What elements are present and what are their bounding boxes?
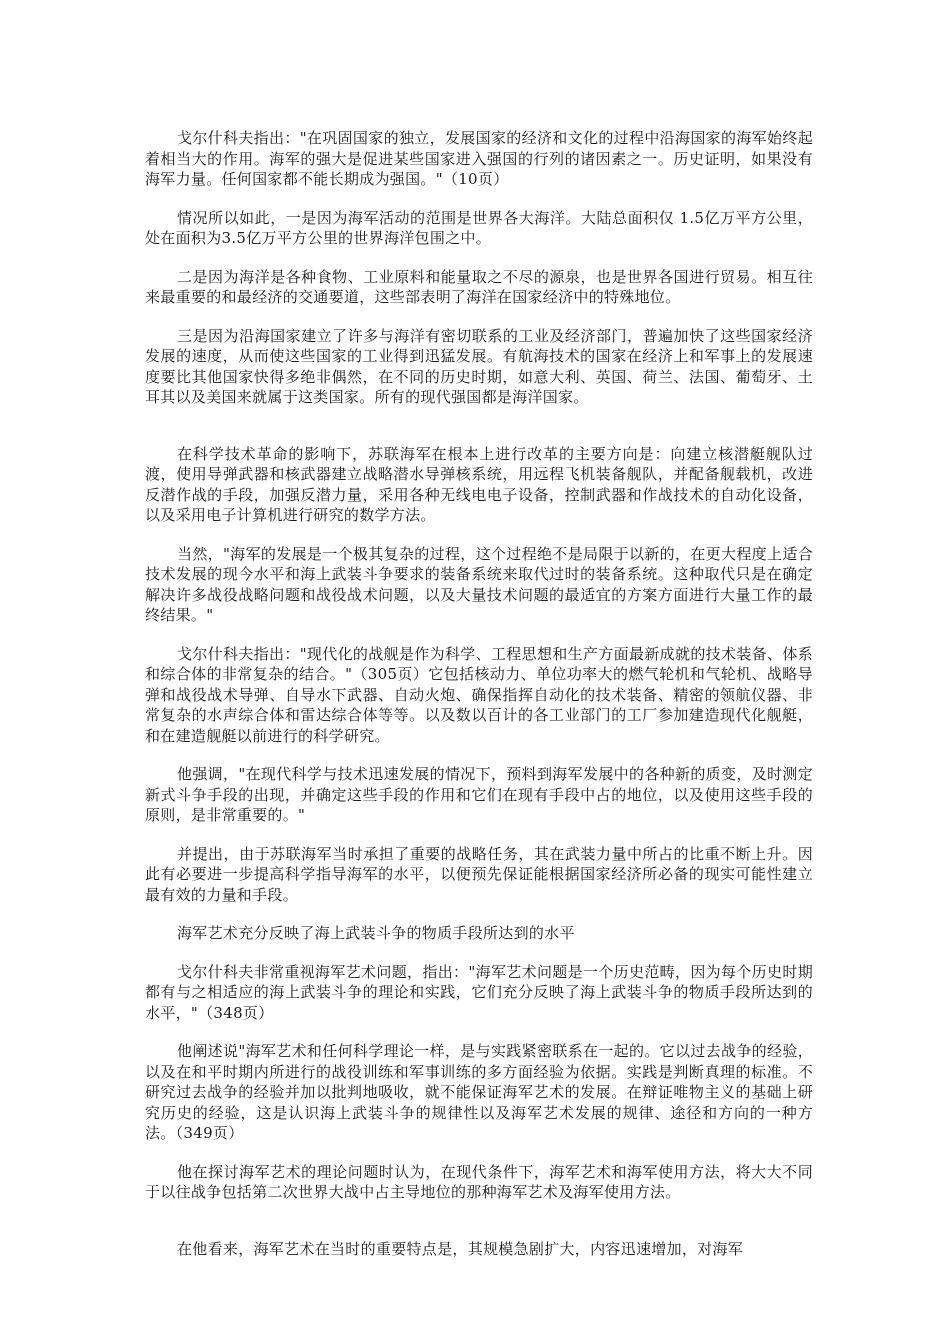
paragraph: 他强调，"在现代科学与技术迅速发展的情况下，预料到海军发展中的各种新的质变，及时测定新式斗争手段的出现，并确定这些手段的作用和它们在现有手段中占的地位，以及使用这些手段的原则，是非常重要的。" [145,765,813,824]
paragraph: 戈尔什科夫指出："在巩固国家的独立，发展国家的经济和文化的过程中沿海国家的海军始终起着相当大的作用。海军的强大是促进某些国家进入强国的行列的诸因素之一。历史证明，如果没有海军力量。任何国家都不能长期成为强国。"（10页） [145,129,813,188]
section-heading: 海军艺术充分反映了海上武装斗争的物质手段所达到的水平 [177,924,575,942]
paragraph: 情况所以如此，一是因为海军活动的范围是世界各大海洋。大陆总面积仅 1.5亿万平方公里，处在面积为3.5亿万平方公里的世界海洋包围之中。 [145,208,813,247]
paragraph: 戈尔什科夫非常重视海军艺术问题，指出："海军艺术问题是一个历史范畴，因为每个历史时期都有与之相适应的海上武装斗争的理论和实践，它们充分反映了海上武装斗争的物质手段所达到的水平，"（348页） [145,962,813,1022]
paragraph: 他阐述说"海军艺术和任何科学理论一样，是与实践紧密联系在一起的。它以过去战争的经验，以及在和平时期内所进行的战役训练和军事训练的多方面经验为依据。实践是判断真理的标准。不研究过去战争的经验并加以批判地吸收，就不能保证海军艺术的发展。在辩证唯物主义的基础上研究历史的经验，这是认识海上武装斗争的规律性以及海军艺术发展的规律、途径和方向的一种方法。（349页） [145,1042,813,1142]
paragraph: 二是因为海洋是各种食物、工业原料和能量取之不尽的源泉，也是世界各国进行贸易。相互往来最重要的和最经济的交通要道，这些部表明了海洋在国家经济中的特殊地位。 [145,267,813,306]
paragraph: 当然，"海军的发展是一个极其复杂的过程，这个过程绝不是局限于以新的，在更大程度上适合技术发展的现今水平和海上武装斗争要求的装备系统来取代过时的装备系统。这种取代只是在确定解决许多战役战略问题和战役战术问题，以及大量技术问题的最适宜的方案方面进行大量工作的最终结果。" [145,544,813,624]
paragraph: 他在探讨海军艺术的理论问题时认为，在现代条件下，海军艺术和海军使用方法，将大大不同于以往战争包括第二次世界大战中占主导地位的那种海军艺术及海军使用方法。 [145,1162,813,1201]
paragraph: 三是因为沿海国家建立了许多与海洋有密切联系的工业及经济部门，普遍加快了这些国家经济发展的速度，从而使这些国家的工业得到迅猛发展。有航海技术的国家在经济上和军事上的发展速度要比其他国家快得多绝非偶然，在不同的历史时期，如意大利、英国、荷兰、法国、葡萄牙、土耳其以及美国来就属于这类国家。所有的现代强国都是海洋国家。 [145,326,813,406]
paragraph: 在科学技术革命的影响下，苏联海军在根本上进行改革的主要方向是：向建立核潜艇舰队过渡，使用导弹武器和核武器建立战略潜水导弹核系统，用远程飞机装备舰队，并配备舰载机，改进反潜作战的手段，加强反潜力量，采用各种无线电电子设备，控制武器和作战技术的自动化设备，以及采用电子计算机进行研究的数学方法。 [145,444,813,524]
document-page [145,128,813,1259]
paragraph: 戈尔什科夫指出："现代化的战舰是作为科学、工程思想和生产方面最新成就的技术装备、体系和综合体的非常复杂的结合。"（305页）它包括核动力、单位功率大的燃气轮机和气轮机、战略导弹和战役战术导弹、自导水下武器、自动火炮、确保指挥自动化的技术装备、精密的领航仪器、非常复杂的水声综合体和雷达综合体等等。以及数以百计的各工业部门的工厂参加建造现代化舰艇，和在建造舰艇以前进行的科学研究。 [145,644,813,745]
paragraph: 在他看来，海军艺术在当时的重要特点是，其规模急剧扩大，内容迅速增加，对海军 [177,1239,744,1258]
paragraph: 并提出，由于苏联海军当时承担了重要的战略任务，其在武装力量中所占的比重不断上升。因此有必要进一步提高科学指导海军的水平，以便预先保证能根据国家经济所必备的现实可能性建立最有效的力量和手段。 [145,844,813,904]
